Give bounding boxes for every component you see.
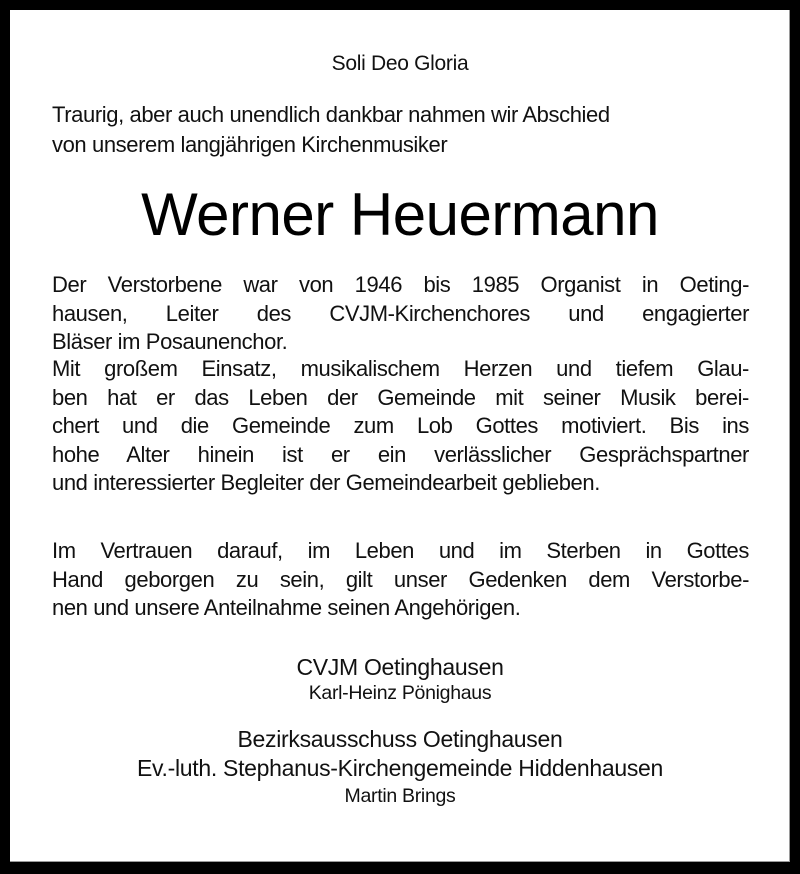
intro-text [52,100,752,160]
obituary-notice [10,10,790,862]
signatory-organization: Ev.-luth. Stephanus-Kirchengemeinde Hiddenhausen [136,755,664,781]
paragraph-line: Der Verstorbene war von 1946 bis 1985 Organist in Oeting- [52,272,749,297]
paragraph-line: Im Vertrauen darauf, im Leben und im Sterben in Gottes [52,538,749,563]
signatory-organization: Bezirksausschuss Oetinghausen [237,726,563,752]
motto: Soli Deo Gloria [331,52,469,75]
paragraph-career [52,271,749,357]
paragraph-condolence [52,537,749,623]
signatory-person: Karl-Heinz Pönighaus [308,682,492,704]
paragraph-line: Hand geborgen zu sein, gilt unser Gedenken dem Verstorbe- [52,566,749,592]
deceased-name: Werner Heuermann [141,181,659,248]
signatory-organization: CVJM Oetinghausen [296,654,504,680]
signatory-person: Martin Brings [344,785,456,807]
paragraph-line: chert und die Gemeinde zum Lob Gottes motiviert. Bis ins [52,413,749,438]
paragraph-line: hohe Alter hinein ist er ein verlässlicher Gesprächspartner [52,441,749,467]
intro-line: Traurig, aber auch unendlich dankbar nahmen wir Abschied [52,102,610,127]
paragraph-line: Bläser im Posaunenchor. [52,329,288,354]
paragraph-line: ben hat er das Leben der Gemeinde mit seiner Musik berei- [52,384,749,410]
paragraph-line: Mit großem Einsatz, musikalischem Herzen und tiefem Glau- [52,356,749,381]
paragraph-line: nen und unsere Anteilnahme seinen Angehörigen. [52,595,521,620]
paragraph-line: hausen, Leiter des CVJM-Kirchenchores und engagierter [52,300,749,326]
paragraph-tribute [52,355,749,498]
paragraph-line: und interessierter Begleiter der Gemeindearbeit geblieben. [52,470,600,495]
intro-line: von unserem langjährigen Kirchenmusiker [52,132,448,157]
